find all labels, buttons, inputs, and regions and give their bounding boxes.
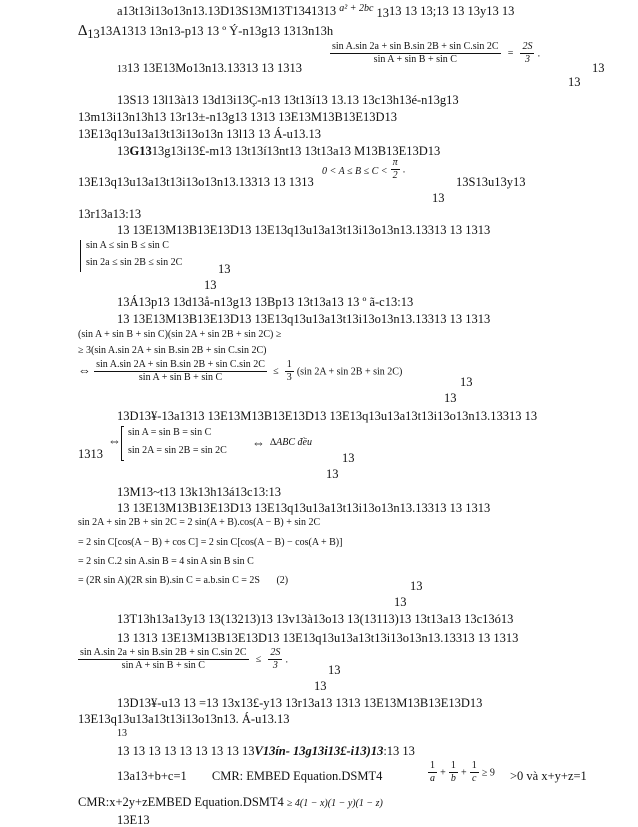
formula-3-13a: 13 [328, 663, 341, 677]
pi-symbol: π [392, 157, 398, 168]
formula-3-numerator: sin A.sin 2a + sin B.sin 2B + sin C.sin 2C [80, 647, 247, 658]
iff-arrow-1: ⇔ [78, 362, 91, 378]
line-16: ≥ 3(sin A.sin 2A + sin B.sin 2B + sin C.sin 2C) [78, 345, 267, 356]
plus-2: + [461, 767, 467, 779]
formula-3-13b: 13 [314, 679, 327, 693]
line-33: 13D13¥-u13 13 =13 13x13£-y13 13r13a13 1313 13E13M13B13E13D13 [117, 696, 483, 710]
line-1-tail2: 13 13 13;13 13 13y13 13 [389, 4, 515, 18]
frac-1-over-b [449, 761, 458, 784]
formula-1-eq: = [507, 48, 514, 60]
line-14: 13 13E13M13B13E13D13 13E13q13u13a13t13i13o13n13.13313 13 1313 [117, 312, 491, 326]
line-38-a: CMR:x+2y+zEMBED Equation.DSMT4 [78, 795, 284, 809]
formula-1 [330, 42, 540, 65]
line-36 [117, 745, 415, 758]
line-26: = 2 sin C.2 sin A.sin B = 4 sin A sin B sin C [78, 556, 254, 567]
line-2 [78, 24, 333, 39]
formula-2-numerator: sin A.sin 2A + sin B.sin 2B + sin C.sin 2C [96, 359, 265, 370]
line-1-math: a² + 2bc [339, 3, 374, 14]
formula-1-numerator: sin A.sin 2a + sin B.sin 2B + sin C.sin 2C [332, 41, 499, 52]
line-27-13b: 13 [394, 595, 407, 609]
formula-3-frac [78, 648, 249, 671]
line-9: 13r13a13:13 [78, 207, 142, 221]
line-39: 13E13 [117, 813, 150, 827]
formula-3-denominator: sin A + sin B + sin C [121, 660, 205, 671]
line-27-text: = (2R sin A)(2R sin B).sin C = a.b.sin C = 2S [78, 575, 260, 586]
formula-2-denominator: sin A + sin B + sin C [138, 372, 223, 383]
line-15: (sin A + sin B + sin C)(sin 2A + sin 2B + sin 2C) ≥ [78, 329, 282, 340]
line-4: 13S13 13l13à13 13d13i13Ç-n13 13t13í13 13.13 13c13h13é-n13g13 [117, 93, 459, 107]
inequality-1-den: 2 [392, 170, 398, 181]
line-25: = 2 sin C[cos(A − B) + cos C] = 2 sin C[cos(A − B) − cos(A + B)] [78, 537, 343, 548]
formula-3-rhs-num: 2S [270, 647, 281, 658]
line-8-tail: 13S13u13y13 [456, 175, 526, 189]
line-8-13: 13 [432, 191, 445, 205]
line-5: 13m13i13n13h13 13r13±-n13g13 1313 13E13M13B13E13D13 [78, 110, 398, 124]
system-1-row-2: sin 2a ≤ sin 2B ≤ sin 2C [86, 257, 183, 268]
line-1 [117, 5, 514, 18]
formula-2-third-den: 3 [286, 372, 292, 383]
formula-1-frac [330, 42, 501, 65]
line-8-text: 13E13q13u13a13t13i13o13n13.13313 13 1313 [78, 175, 314, 189]
formula-1-rhs-num: 2S [522, 41, 533, 52]
line-7-a: 13 [117, 144, 130, 158]
line-22: 13M13~t13 13k13h13á13c13:13 [117, 485, 282, 499]
line-37-b: CMR: EMBED Equation.DSMT4 [211, 769, 383, 783]
iff-arrow-3: ⇔ [252, 435, 265, 450]
frac-a-den: a [430, 773, 435, 784]
line-27-tag: (2) [276, 575, 289, 586]
line-13: 13Á13p13 13d13å-n13g13 13Bp13 13t13a13 13 º ã-c13:13 [117, 295, 414, 309]
formula-2 [78, 360, 402, 383]
system-2-row-2: sin 2A = sin 2B = sin 2C [128, 445, 227, 456]
system-2-row-1: sin A = sin B = sin C [128, 427, 212, 438]
line-3-13a: 13 [592, 61, 605, 75]
formula-2-tail: (sin 2A + sin 2B + sin 2C) [296, 366, 403, 378]
line-2-a: 13 [87, 27, 100, 41]
line-1-tail: 13 [376, 6, 390, 20]
iff-arrow-2: ⇔ [108, 433, 121, 448]
inequality-1-frac [391, 158, 400, 181]
line-36-a: 13 13 13 13 13 13 13 13 13 [117, 744, 255, 758]
line-37-tail: >0 và x+y+z=1 [510, 769, 587, 783]
formula-2-third-num: 1 [286, 359, 292, 370]
line-24: sin 2A + sin 2B + sin 2C = 2 sin(A + B).cos(A − B) + sin 2C [78, 517, 321, 528]
plus-1: + [440, 767, 446, 779]
bracket-top [121, 426, 124, 427]
formula-3-dot: . [285, 654, 288, 666]
line-3-pre2: 13 13E13Mo13n13.13313 13 1313 [127, 61, 302, 75]
line-7-bold: G13 [129, 144, 152, 158]
line-36-c: :13 13 [383, 744, 415, 758]
line-6: 13E13q13u13a13t13i13o13n 13l13 13 Á-u13.13 [78, 127, 322, 141]
bracket-left [121, 426, 122, 460]
bracket-bottom [121, 460, 124, 461]
system-1-13a: 13 [218, 262, 231, 276]
system-1-13b: 13 [204, 278, 217, 292]
line-37-a: 13a13+b+c=1 [117, 769, 187, 783]
inequality-1-text: 0 < A ≤ B ≤ C < [322, 166, 388, 178]
line-30: 13 1313 13E13M13B13E13D13 13E13q13u13a13t13i13o13n13.13313 13 1313 [117, 631, 519, 645]
line-2-b: 13A1313 13n13-p13 13 º Ý-n13g13 1313n13h [99, 24, 334, 38]
frac-c-den: c [472, 773, 477, 784]
formula-1-rhs-den: 3 [524, 54, 530, 65]
inequality-1 [322, 158, 405, 181]
line-29: 13T13h13a13y13 13(13213)13 13v13à13o13 13(13113)13 13t13a13 13c13ó13 [117, 612, 514, 626]
frac-c-num: 1 [471, 760, 477, 771]
frac-a-num: 1 [430, 760, 435, 771]
line-27-13a: 13 [410, 579, 423, 593]
line-1-text: a13t13i13o13n13.13D13S13M13T1341313 [117, 4, 337, 18]
line-23: 13 13E13M13B13E13D13 13E13q13u13a13t13i13o13n13.13313 13 1313 [117, 501, 491, 515]
line-34: 13E13q13u13a13t13i13o13n13. Á-u13.13 [78, 712, 290, 726]
frac-b-num: 1 [450, 760, 456, 771]
formula-2-13b: 13 [444, 391, 457, 405]
line-38 [78, 796, 383, 809]
formula-2-le: ≤ [273, 366, 279, 378]
formula-2-third [285, 360, 294, 383]
line-7 [117, 145, 440, 158]
formula-2-frac [94, 360, 267, 383]
brace-1 [80, 240, 81, 272]
frac-b-den: b [450, 773, 456, 784]
system-1-row-1: sin A ≤ sin B ≤ sin C [86, 240, 169, 251]
line-3 [117, 62, 302, 75]
line-36-bold: V13ín- 13g13i13£-i13)13 [254, 744, 384, 758]
triangle-symbol: ∆ [78, 23, 88, 39]
formula-3 [78, 648, 288, 671]
line-10: 13 13E13M13B13E13D13 13E13q13u13a13t13i13o13n13.13313 13 1313 [117, 223, 491, 237]
ge-9: ≥ 9 [481, 767, 495, 779]
line-3-pre: 13 [117, 64, 127, 75]
formula-3-rhs-den: 3 [272, 660, 278, 671]
line-20-13b: 13 [326, 467, 339, 481]
line-35: 13 [117, 728, 127, 739]
formula-3-le: ≤ [255, 654, 262, 666]
inequality-1-dot: . [402, 164, 406, 176]
formula-3-rhs [268, 648, 282, 671]
formula-2-13a: 13 [460, 375, 473, 389]
line-20-13a: 13 [342, 451, 355, 465]
line-8 [78, 176, 314, 189]
line-20-pre: 1313 [78, 447, 103, 461]
line-37 [117, 770, 382, 783]
line-19: 13D13¥-13a1313 13E13M13B13E13D13 13E13q13u13a13t13i13o13n13.13313 13 [117, 409, 538, 423]
frac-1-over-a [428, 761, 437, 784]
triangle-abc-equilateral: ∆ABC đều [270, 437, 312, 448]
formula-1-rhs [520, 42, 534, 65]
line-7-c: 13g13i13£-m13 13t13í13nt13 13t13a13 M13B13E13D13 [151, 144, 441, 158]
line-38-math: ≥ 4(1 − x)(1 − y)(1 − z) [286, 798, 383, 809]
line-3-13b: 13 [568, 75, 581, 89]
formula-4 [428, 761, 495, 784]
frac-1-over-c [470, 761, 479, 784]
line-27 [78, 576, 288, 586]
formula-1-dot: . [537, 48, 541, 60]
formula-1-denominator: sin A + sin B + sin C [373, 54, 457, 65]
